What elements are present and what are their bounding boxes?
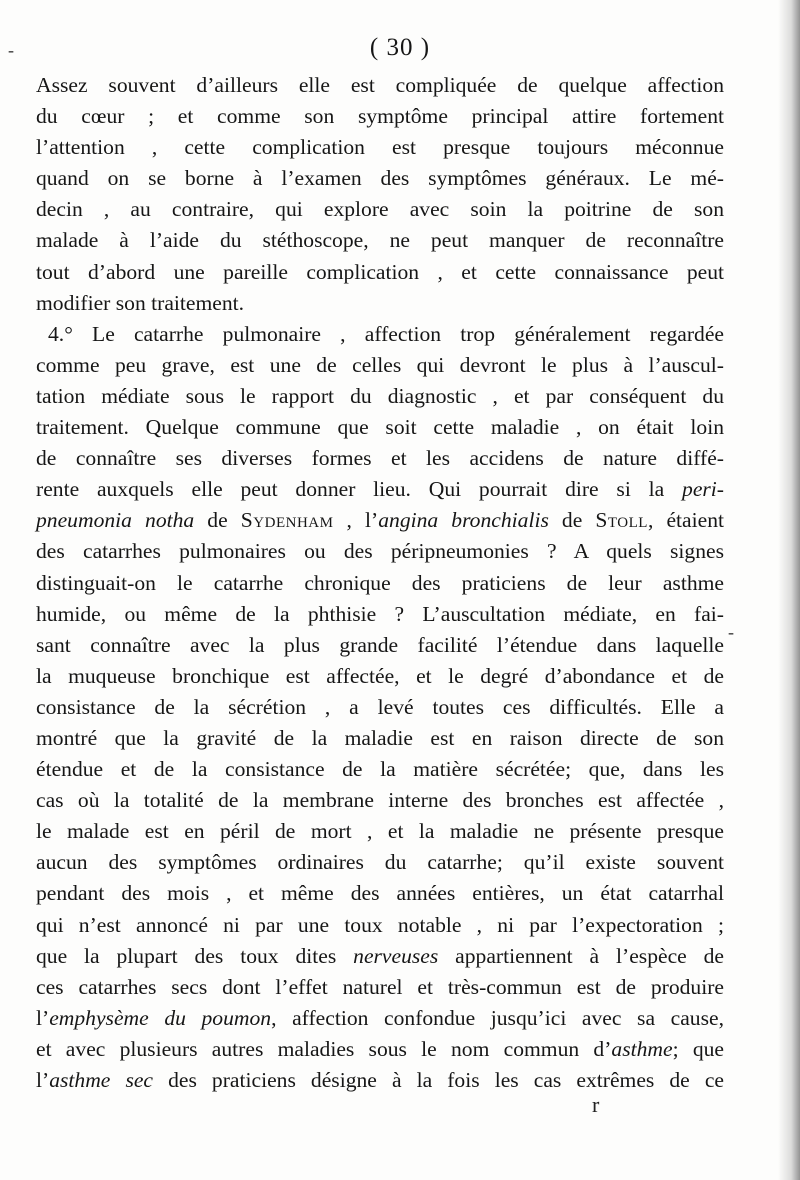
text-line xyxy=(36,941,724,972)
text-segment: tation médiate sous le rapport du diagnostic , et par conséquent du xyxy=(36,383,724,408)
page-number: ( 30 ) xyxy=(369,34,431,61)
text-line xyxy=(36,132,724,163)
text-segment: aucun des symptômes ordinaires du catarrhe; qu’il existe souvent xyxy=(36,850,724,875)
margin-dash: - xyxy=(8,40,14,60)
text-line xyxy=(36,194,724,225)
text-segment: Assez souvent d’ailleurs elle est compliquée de quelque affection xyxy=(36,73,724,97)
text-segment: malade à l’aide du stéthoscope, ne peut manquer de reconnaître xyxy=(36,228,724,253)
text-line xyxy=(36,257,724,288)
text-segment: ces catarrhes secs dont l’effet naturel et très-commun est de produire xyxy=(36,974,724,999)
margin-dash: - xyxy=(728,622,734,642)
text-segment: consistance de la sécrétion , a levé toutes ces difficultés. Elle a xyxy=(36,694,724,719)
text-line xyxy=(36,412,724,443)
text-line xyxy=(36,350,724,381)
small-caps-name: Stoll xyxy=(595,508,648,533)
text-line xyxy=(36,381,724,412)
text-line xyxy=(36,225,724,256)
text-segment: comme peu grave, est une de celles qui devront le plus à l’auscul- xyxy=(36,352,724,377)
text-segment: cas où la totalité de la membrane interne des bronches est affectée , xyxy=(36,788,724,813)
text-segment: que la plupart des toux dites xyxy=(36,943,354,968)
text-line xyxy=(36,878,724,909)
text-line xyxy=(36,910,724,941)
text-line xyxy=(36,661,724,692)
text-segment: distinguait-on le catarrhe chronique des praticiens de leur asthme xyxy=(36,570,724,595)
text-segment: du cœur ; et comme son symptôme principal attire fortement xyxy=(36,104,724,129)
text-segment: sant connaître avec la plus grande facilité l’étendue dans laquelle xyxy=(36,632,724,657)
text-line xyxy=(36,1034,724,1065)
text-line xyxy=(36,972,724,1003)
text-segment: de connaître ses diverses formes et les accidens de nature diffé- xyxy=(36,446,724,471)
page-edge-shadow xyxy=(778,0,800,1180)
text-line xyxy=(36,568,724,599)
text-line xyxy=(36,847,724,878)
text-line xyxy=(36,101,724,132)
text-segment: appartiennent à l’espèce de xyxy=(438,943,724,968)
text-segment: l’ xyxy=(36,1005,50,1030)
italic-text: nerveuses xyxy=(353,943,439,968)
text-line xyxy=(36,599,724,630)
text-segment: étendue et de la consistance de la matière sécrétée; que, dans les xyxy=(36,757,724,782)
text-line xyxy=(36,536,724,567)
text-segment: traitement. Quelque commune que soit cette maladie , on était loin xyxy=(36,415,724,440)
footer-mark: r xyxy=(592,1092,600,1117)
italic-text: asthme sec xyxy=(49,1068,154,1092)
text-line xyxy=(36,288,724,319)
text-line xyxy=(36,443,724,474)
text-segment: modifier son traitement. xyxy=(36,290,245,315)
text-segment: quand on se borne à l’examen des symptômes généraux. Le mé- xyxy=(36,166,724,191)
italic-text: emphysème du poumon xyxy=(49,1005,272,1030)
text-segment: l’attention , cette complication est presque toujours méconnue xyxy=(36,135,724,160)
text-segment: decin , au contraire, qui explore avec soin la poitrine de son xyxy=(36,197,724,222)
text-segment: de xyxy=(194,508,241,533)
text-line xyxy=(36,754,724,785)
text-line xyxy=(36,1003,724,1034)
text-segment: le malade est en péril de mort , et la maladie ne présente presque xyxy=(36,819,724,844)
text-segment: , l’ xyxy=(333,508,379,533)
text-segment: des catarrhes pulmonaires ou des péripneumonies ? A quels signes xyxy=(36,539,724,564)
text-line xyxy=(36,723,724,754)
italic-text: pneumonia notha xyxy=(36,508,195,533)
text-segment: des praticiens désigne à la fois les cas extrêmes de ce xyxy=(153,1068,724,1092)
text-line xyxy=(36,505,724,536)
text-line xyxy=(36,70,724,101)
italic-text: peri- xyxy=(682,477,724,502)
text-line xyxy=(36,474,724,505)
text-segment: tout d’abord une pareille complication , et cette connaissance peut xyxy=(36,259,724,284)
text-segment: , étaient xyxy=(647,508,724,533)
text-line xyxy=(36,1065,724,1096)
text-segment: la muqueuse bronchique est affectée, et le degré d’abondance et de xyxy=(36,663,724,688)
text-segment: pendant des mois , et même des années entières, un état catarrhal xyxy=(36,881,724,906)
small-caps-name: Sydenham xyxy=(240,508,334,533)
text-segment: , affection confondue jusqu’ici avec sa cause, xyxy=(271,1005,724,1030)
text-line xyxy=(36,816,724,847)
italic-text: angina bronchialis xyxy=(378,508,549,533)
text-line xyxy=(36,163,724,194)
text-line xyxy=(36,319,724,350)
italic-text: asthme xyxy=(611,1036,673,1061)
text-segment: ; que xyxy=(672,1036,724,1061)
text-segment: montré que la gravité de la maladie est en raison directe de son xyxy=(36,725,724,750)
text-segment: humide, ou même de la phthisie ? L’auscultation médiate, en fai- xyxy=(36,601,724,626)
body-text xyxy=(36,70,724,1096)
text-segment: rente auxquels elle peut donner lieu. Qui pourrait dire si la xyxy=(36,477,683,502)
text-segment: l’ xyxy=(36,1068,50,1092)
text-line xyxy=(36,785,724,816)
text-line xyxy=(36,692,724,723)
text-segment: de xyxy=(548,508,596,533)
text-segment: 4.° Le catarrhe pulmonaire , affection trop généralement regardée xyxy=(48,321,724,346)
text-segment: qui n’est annoncé ni par une toux notable , ni par l’expectoration ; xyxy=(36,912,724,937)
text-segment: et avec plusieurs autres maladies sous le nom commun d’ xyxy=(36,1036,612,1061)
text-line xyxy=(36,630,724,661)
